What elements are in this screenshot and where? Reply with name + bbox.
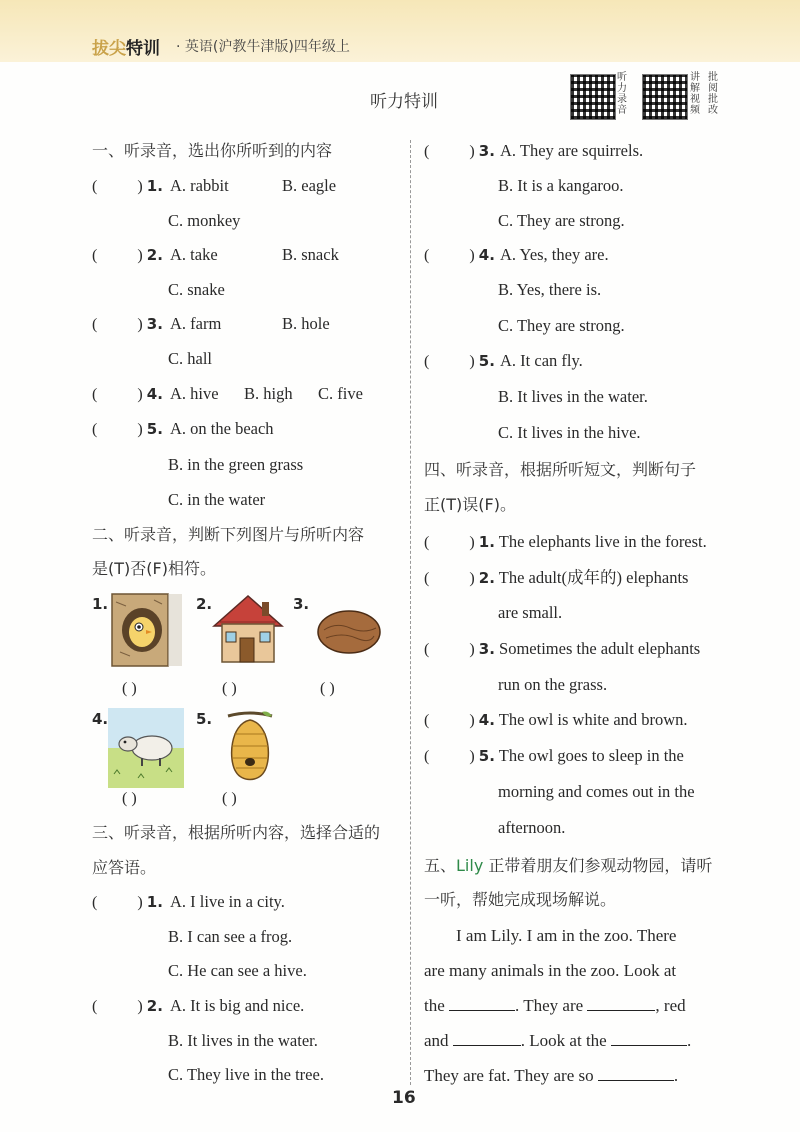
option-a: A. hive xyxy=(170,384,219,403)
list-item: ( ) 4. The owl is white and brown. xyxy=(424,710,688,729)
part2-heading-line2: 是(T)否(F)相符。 xyxy=(92,559,216,578)
picture-number: 4. xyxy=(92,710,109,728)
list-item: ( ) 1. xyxy=(92,893,163,911)
sentence-continuation: are small. xyxy=(498,603,563,622)
sentence-continuation: run on the grass. xyxy=(498,675,608,694)
option-b: B. eagle xyxy=(282,176,337,195)
option-b: B. snack xyxy=(282,245,339,264)
option-b: B. It is a kangaroo. xyxy=(498,176,624,195)
picture-number: 1. xyxy=(92,595,109,613)
option-c: C. five xyxy=(318,384,363,403)
option-c: C. snake xyxy=(168,280,225,299)
column-divider xyxy=(410,140,411,1085)
answer-paren[interactable]: ( ) xyxy=(222,790,237,807)
qr-caption-audio: 听力录音 xyxy=(617,72,627,116)
option-c: C. It lives in the hive. xyxy=(498,423,641,442)
fill-blank-5[interactable] xyxy=(598,1066,674,1081)
part1-heading: 一、听录音，选出你所听到的内容 xyxy=(92,141,333,160)
list-item: ( ) 5. xyxy=(92,420,163,438)
fill-blank-4[interactable] xyxy=(611,1031,687,1046)
sentence-continuation: morning and comes out in the xyxy=(498,782,695,801)
answer-paren[interactable]: ( ) xyxy=(122,680,137,697)
option-a: A. on the beach xyxy=(170,419,274,438)
option-a: A. Yes, they are. xyxy=(500,245,609,264)
picture-number: 5. xyxy=(196,710,213,728)
list-item: ( ) 4. xyxy=(92,385,163,403)
option-a: A. I live in a city. xyxy=(170,892,285,911)
option-b: B. I can see a frog. xyxy=(168,927,293,946)
answer-paren[interactable]: ( ) xyxy=(222,680,237,697)
passage-line-1: I am Lily. I am in the zoo. There xyxy=(456,926,677,945)
owl-in-tree-image xyxy=(106,592,186,668)
list-item: ( ) 3. Sometimes the adult elephants xyxy=(424,639,701,658)
book-subtitle: · 英语(沪教牛津版)四年级上 xyxy=(176,39,350,55)
option-c: C. They live in the tree. xyxy=(168,1065,324,1084)
list-item: ( ) 5. The owl goes to sleep in the xyxy=(424,746,684,765)
list-item: ( ) 3. xyxy=(424,142,495,160)
option-b: B. It lives in the water. xyxy=(168,1031,318,1050)
picture-number: 2. xyxy=(196,595,213,613)
qr-caption-video: 讲解视频 xyxy=(690,72,700,116)
list-item: ( ) 5. xyxy=(424,352,495,370)
option-b: B. hole xyxy=(282,314,330,333)
part2-heading-line1: 二、听录音，判断下列图片与所听内容 xyxy=(92,525,365,544)
list-item: ( ) 1. xyxy=(92,177,163,195)
passage-line-5: They are fat. They are so . xyxy=(424,1066,679,1085)
option-b: B. It lives in the water. xyxy=(498,387,648,406)
passage-line-3: the . They are , red xyxy=(424,996,686,1015)
option-c: C. He can see a hive. xyxy=(168,961,307,980)
picture-number: 3. xyxy=(293,595,310,613)
option-c: C. They are strong. xyxy=(498,211,625,230)
answer-paren[interactable]: ( ) xyxy=(122,790,137,807)
option-a: A. farm xyxy=(170,314,222,333)
option-c: C. They are strong. xyxy=(498,316,625,335)
option-a: A. They are squirrels. xyxy=(500,141,644,160)
list-item: ( ) 2. The adult(成年的) elephants xyxy=(424,568,689,587)
part4-heading-line1: 四、听录音，根据所听短文，判断句子 xyxy=(424,460,697,479)
passage-line-4: and . Look at the . xyxy=(424,1031,692,1050)
qr-code-audio[interactable] xyxy=(570,74,616,120)
fill-blank-2[interactable] xyxy=(587,996,655,1011)
house-image xyxy=(210,592,286,666)
list-item: ( ) 4. xyxy=(424,246,495,264)
part3-heading-line1: 三、听录音，根据所听内容，选择合适的 xyxy=(92,823,381,842)
brand-logo: 拔尖特训 xyxy=(92,39,160,59)
option-b: B. high xyxy=(244,384,293,403)
part5-heading-line2: 一听，帮她完成现场解说。 xyxy=(424,890,617,909)
part4-heading-line2: 正(T)误(F)。 xyxy=(424,495,516,514)
passage-line-2: are many animals in the zoo. Look at xyxy=(424,961,677,980)
option-b: B. Yes, there is. xyxy=(498,280,602,299)
beehive-image xyxy=(222,710,278,784)
nut-image xyxy=(316,608,382,656)
section-title: 听力特训 xyxy=(370,92,438,112)
option-c: C. monkey xyxy=(168,211,241,230)
list-item: ( ) 2. xyxy=(92,997,163,1015)
option-a: A. rabbit xyxy=(170,176,229,195)
option-c: C. in the water xyxy=(168,490,266,509)
part5-heading-line1: 五、Lily 正带着朋友们参观动物园，请听 xyxy=(424,856,713,875)
option-c: C. hall xyxy=(168,349,212,368)
option-b: B. in the green grass xyxy=(168,455,304,474)
fill-blank-3[interactable] xyxy=(453,1031,521,1046)
answer-paren[interactable]: ( ) xyxy=(320,680,335,697)
part3-heading-line2: 应答语。 xyxy=(92,858,157,877)
page-number: 16 xyxy=(392,1088,416,1108)
list-item: ( ) 1. The elephants live in the forest. xyxy=(424,532,707,551)
list-item: ( ) 2. xyxy=(92,246,163,264)
list-item: ( ) 3. xyxy=(92,315,163,333)
sentence-continuation: afternoon. xyxy=(498,818,566,837)
qr-code-video[interactable] xyxy=(642,74,688,120)
option-a: A. It is big and nice. xyxy=(170,996,305,1015)
option-a: A. It can fly. xyxy=(500,351,583,370)
fill-blank-1[interactable] xyxy=(449,996,515,1011)
sheep-on-grass-image xyxy=(108,708,184,788)
option-a: A. take xyxy=(170,245,218,264)
qr-caption-review: 批阅批改 xyxy=(708,72,718,116)
